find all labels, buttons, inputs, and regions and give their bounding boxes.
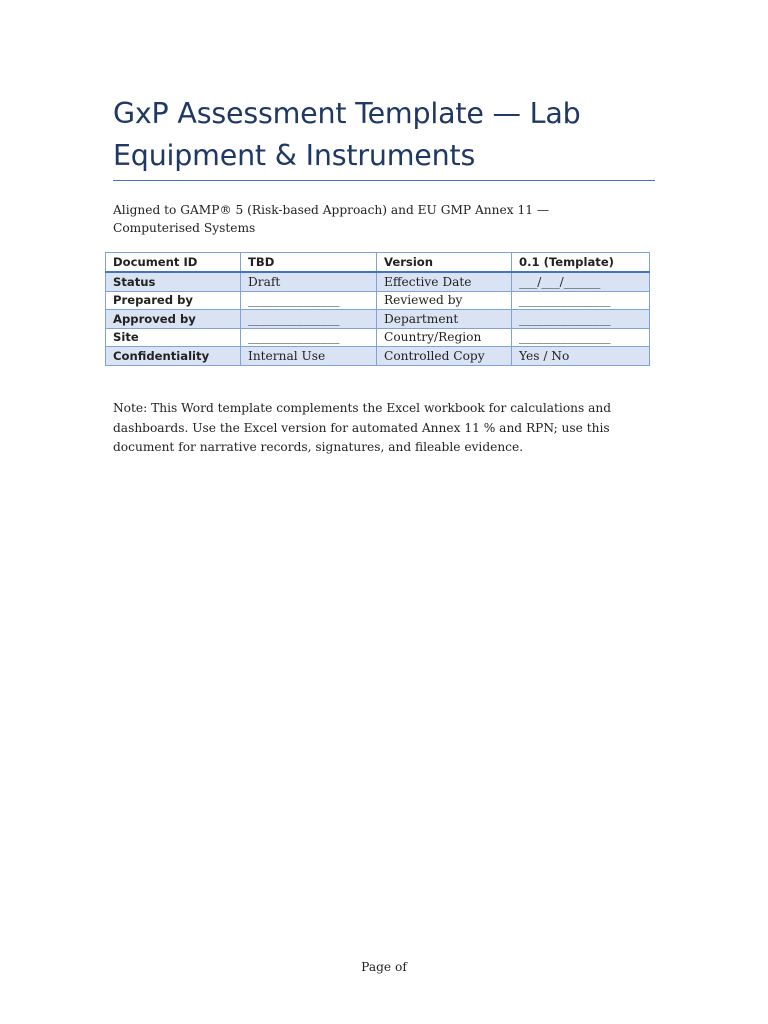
table-row — [106, 291, 650, 310]
table-row — [106, 272, 650, 291]
row-value-secondary: _______________ — [512, 328, 650, 347]
row-label: Status — [106, 272, 241, 291]
row-label: Prepared by — [106, 291, 241, 310]
document-subtitle: Aligned to GAMP® 5 (Risk-based Approach) and EU GMP Annex 11 — Computerised Systems — [113, 203, 550, 235]
row-label: Confidentiality — [106, 347, 241, 366]
row-label: Approved by — [106, 310, 241, 329]
document-title: GxP Assessment Template — Lab Equipment & Instruments — [113, 97, 581, 172]
row-value: Internal Use — [241, 347, 377, 366]
row-value: _______________ — [241, 328, 377, 347]
row-value-secondary: Yes / No — [512, 347, 650, 366]
row-label-secondary: Effective Date — [377, 272, 512, 291]
row-value: Draft — [241, 272, 377, 291]
row-value: _______________ — [241, 310, 377, 329]
row-label-secondary: Controlled Copy — [377, 347, 512, 366]
note-paragraph: Note: This Word template complements the Excel workbook for calculations and dashboards. Use the Excel version for automated Annex 11 % and RPN; use this document for narrative records, signatures, and fileable evidence. — [113, 401, 612, 454]
table-header-row — [106, 253, 650, 273]
row-label: Site — [106, 328, 241, 347]
row-label-secondary: Department — [377, 310, 512, 329]
table-header-cell: 0.1 (Template) — [512, 253, 650, 273]
row-label-secondary: Reviewed by — [377, 291, 512, 310]
table-row — [106, 347, 650, 366]
table-row — [106, 328, 650, 347]
row-value-secondary: ___/___/______ — [512, 272, 650, 291]
table-header-cell: TBD — [241, 253, 377, 273]
row-label-secondary: Country/Region — [377, 328, 512, 347]
table-header-cell: Document ID — [106, 253, 241, 273]
row-value-secondary: _______________ — [512, 310, 650, 329]
table-header-cell: Version — [377, 253, 512, 273]
row-value-secondary: _______________ — [512, 291, 650, 310]
table-row — [106, 310, 650, 329]
document-control-table — [105, 252, 650, 366]
row-value: _______________ — [241, 291, 377, 310]
title-underline — [113, 180, 655, 181]
page-footer: Page of — [361, 960, 407, 974]
